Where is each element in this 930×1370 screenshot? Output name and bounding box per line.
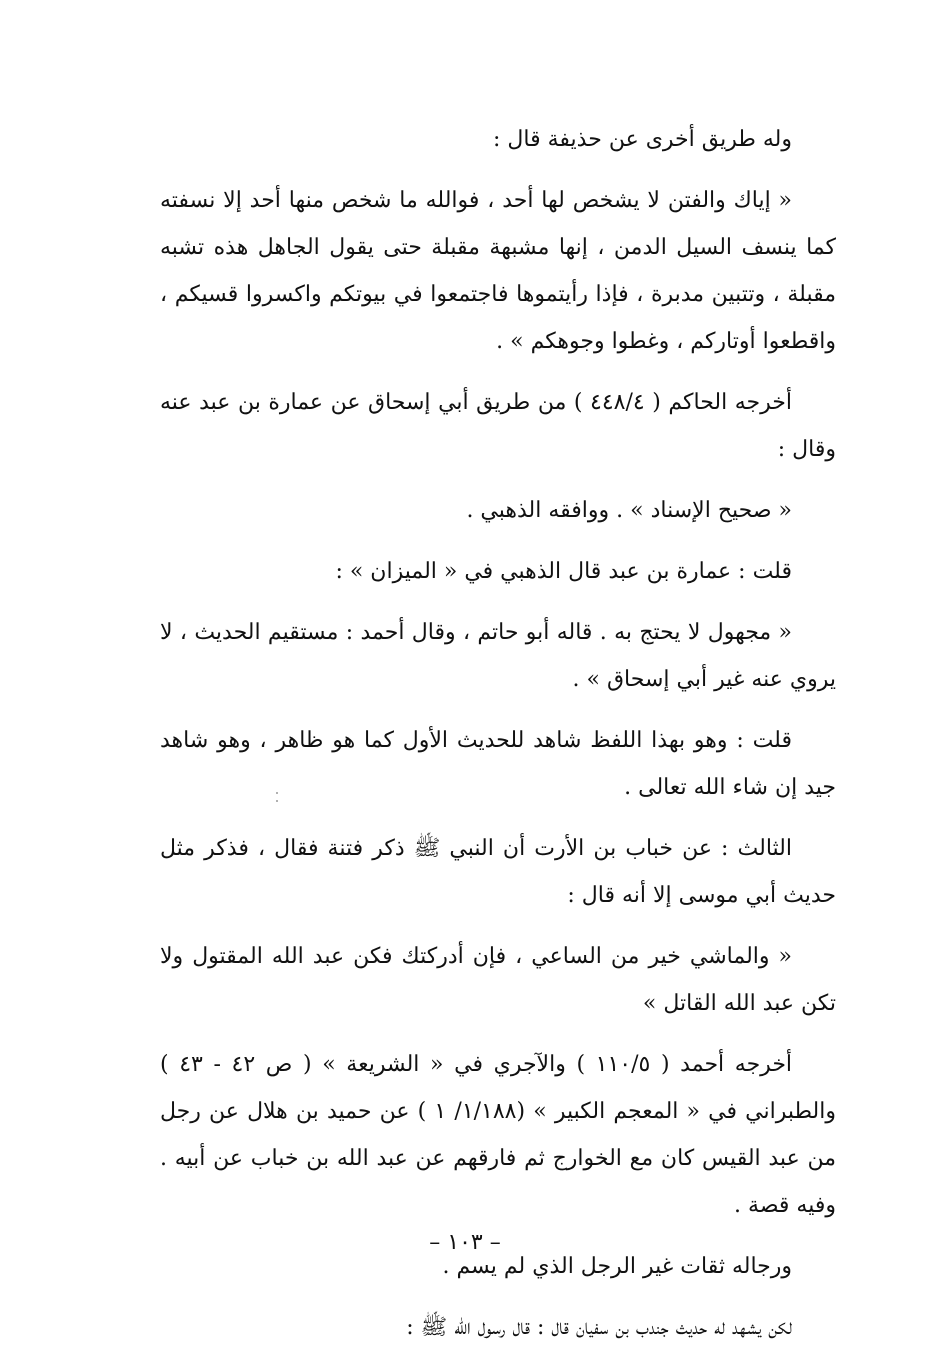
stray-mark xyxy=(276,800,278,802)
paragraph: لكن يشهد له حديث جندب بن سفيان قال : قال رسول الله ﷺ : xyxy=(406,1315,792,1340)
paragraph: أخرجه أحمد ( ١١٠/٥ ) والآجري في « الشريعة » ( ص ٤٢ - ٤٣ ) والطبراني في « المعجم الكبير » (١/١٨٨/ ١ ) عن حميد بن هلال عن رجل من عبد القيس كان مع الخوارج ثم فارقهم عن عبد الله بن خباب عن أبيه . وفيه قصة . xyxy=(160,1052,837,1218)
paragraph: قلت : عمارة بن عبد قال الذهبي في « الميزان » : xyxy=(335,559,792,584)
paragraph: « والماشي خير من الساعي ، فإن أدركتك فكن عبد الله المقتول ولا تكن عبد الله القاتل » xyxy=(160,944,836,1016)
stray-mark xyxy=(276,792,278,794)
paragraph: « إياك والفتن لا يشخص لها أحد ، فوالله ما شخص منها أحد إلا نسفته كما ينسف السيل الدمن ، إنها مشبهة مقبلة حتى يقول الجاهل هذه تشبه مقبلة ، وتتبين مدبرة ، فإذا رأيتموها فاجتمعوا في بيوتكم واكسروا قسيكم ، واقطعوا أوتاركم ، وغطوا وجوهكم » . xyxy=(160,188,836,354)
paragraph: قلت : وهو بهذا اللفظ شاهد للحديث الأول كما هو ظاهر ، وهو شاهد جيد إن شاء الله تعالى . xyxy=(160,728,836,800)
paragraph: ورجاله ثقات غير الرجل الذي لم يسم . xyxy=(442,1254,792,1279)
page-number: – ١٠٣ – xyxy=(429,1230,501,1255)
paragraph: أخرجه الحاكم ( ٤٤٨/٤ ) من طريق أبي إسحاق عن عمارة بن عبد عنه وقال : xyxy=(160,390,836,462)
paragraph: وله طريق أخرى عن حذيفة قال : xyxy=(493,127,792,152)
paragraph: « مجهول لا يحتج به . قاله أبو حاتم ، وقال أحمد : مستقيم الحديث ، لا يروي عنه غير أبي إسحاق » . xyxy=(160,620,836,692)
paragraph: الثالث : عن خباب بن الأرت أن النبي ﷺ ذكر فتنة فقال ، فذكر مثل حديث أبي موسى إلا أنه قال : xyxy=(160,836,836,908)
main-text xyxy=(160,116,836,1365)
paragraph: « صحيح الإسناد » . ووافقه الذهبي . xyxy=(466,498,792,523)
